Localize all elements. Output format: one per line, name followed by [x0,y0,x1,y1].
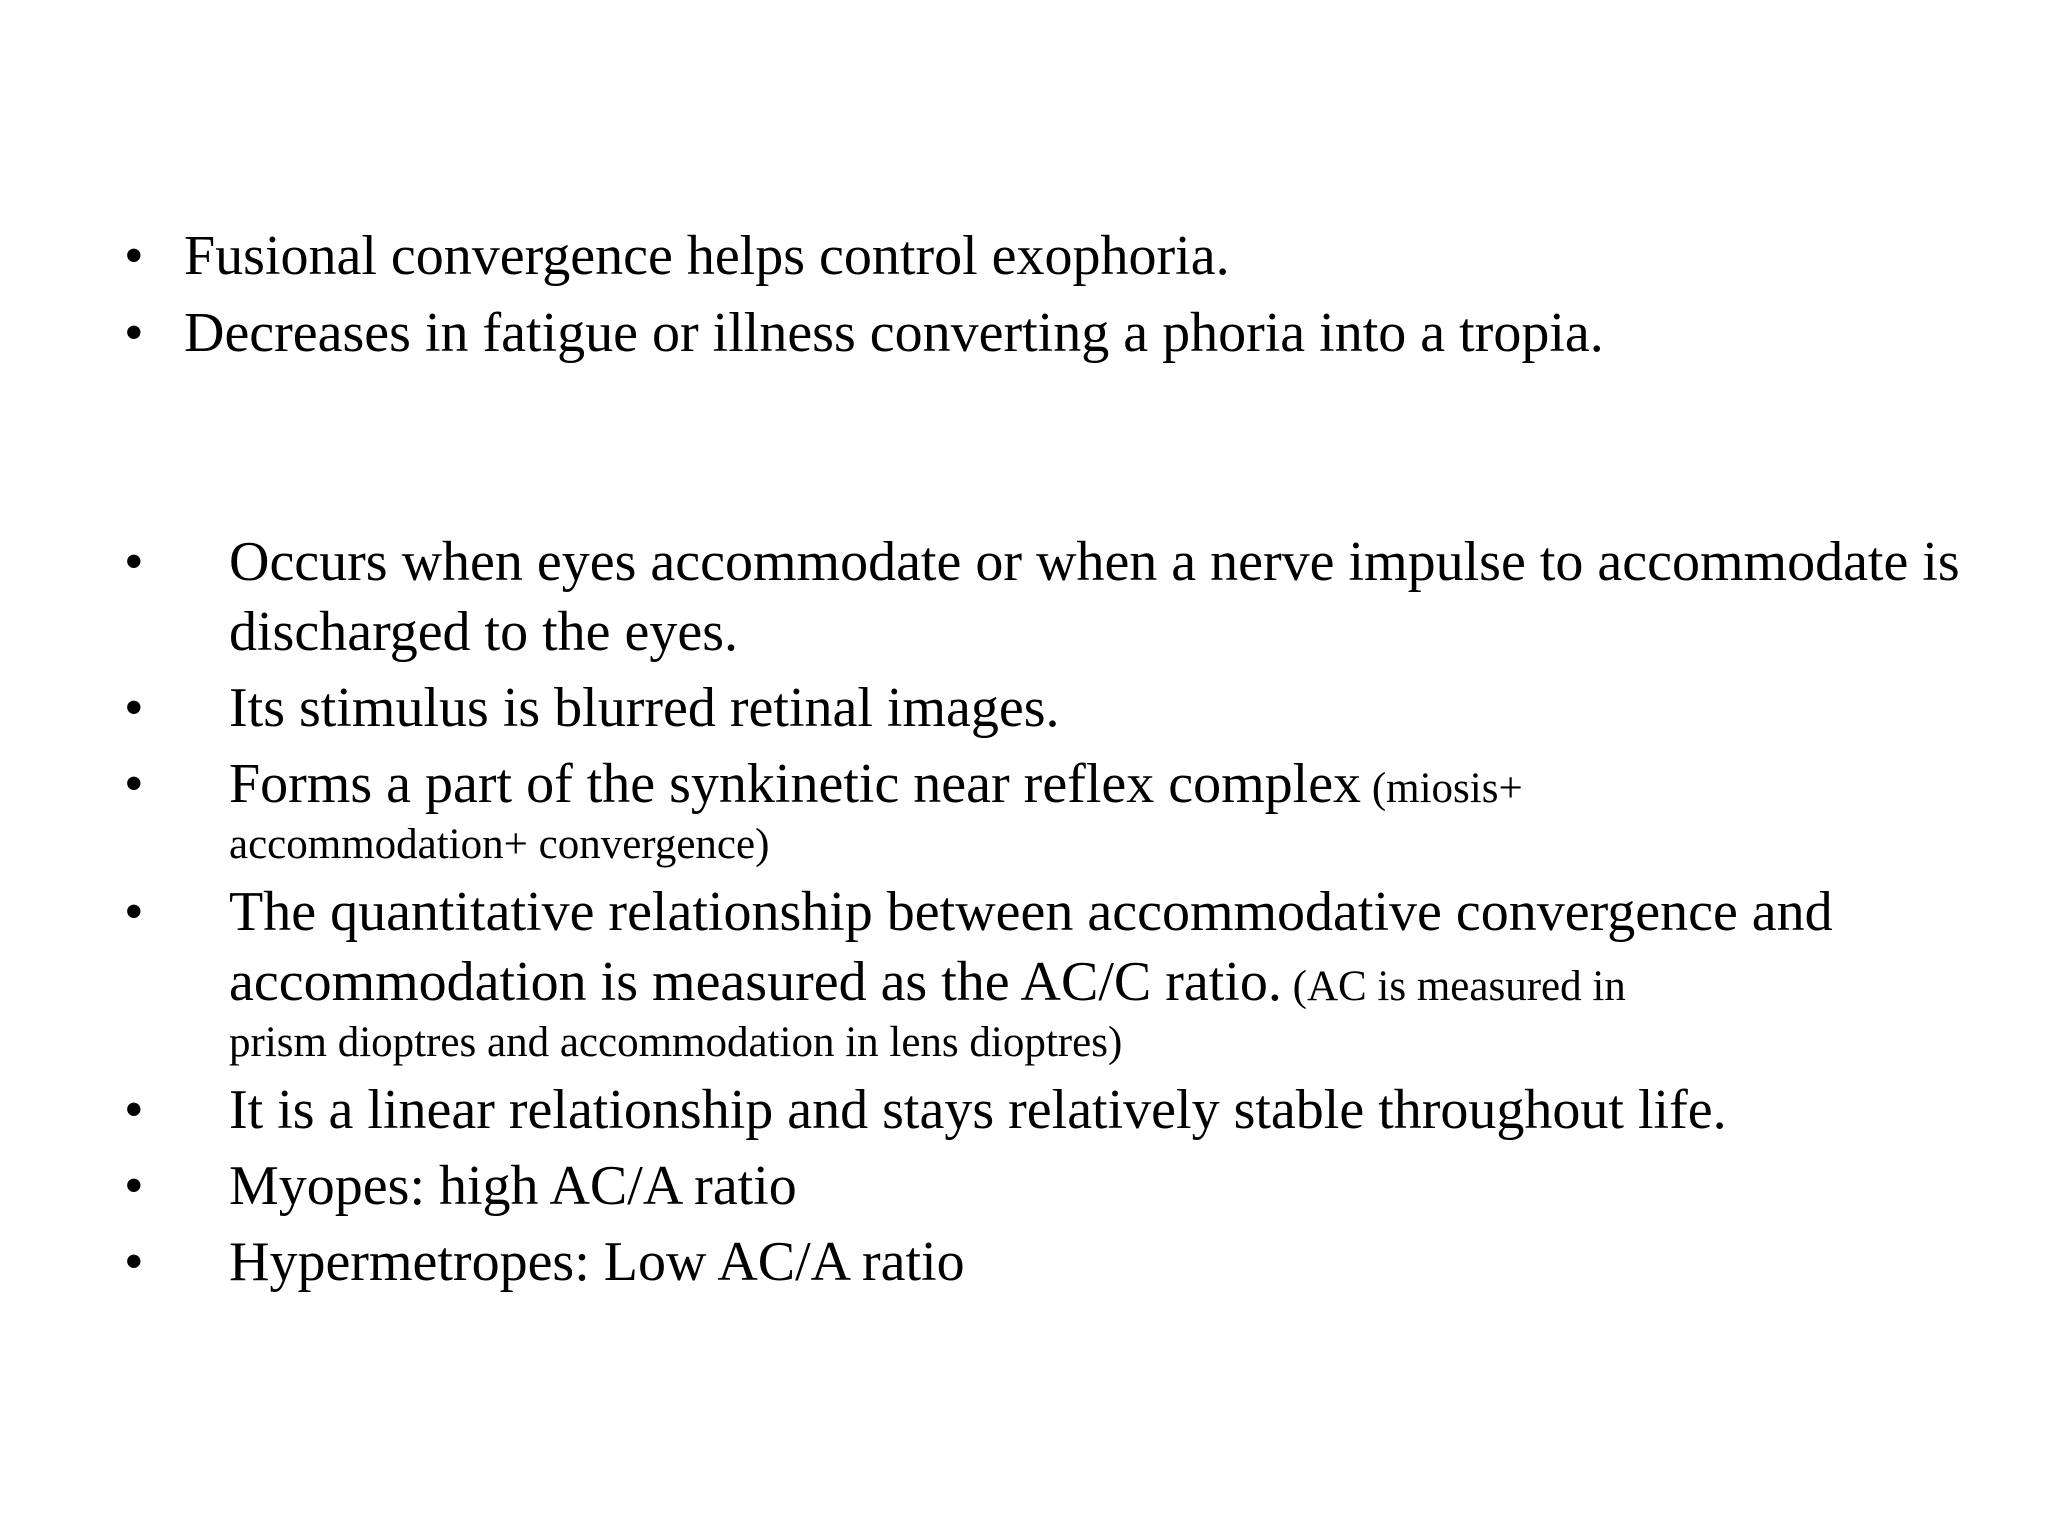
list-item-text: It is a linear relationship and stays relatively stable throughout life. [229,1079,1727,1141]
top-bullet-list [118,218,1968,372]
list-item [118,749,1968,871]
list-item [118,527,1968,667]
list-item [118,295,1968,372]
bullet-icon: • [124,753,144,815]
bullet-icon: • [124,1155,144,1217]
list-item-note: accommodation+ convergence) [229,821,770,868]
list-item-text: Fusional convergence helps control exophoria. [184,225,1230,287]
list-item [118,218,1968,295]
bullet-icon: • [124,881,144,943]
bullet-icon: • [124,302,144,364]
list-item [118,673,1968,743]
list-item-text: Hypermetropes: Low AC/A ratio [229,1231,965,1293]
bullet-icon: • [124,677,144,739]
list-item [118,877,1968,1069]
list-item-note: (AC is measured in [1281,963,1626,1010]
list-item-note: (miosis+ [1361,765,1523,812]
list-item-text: Forms a part of the synkinetic near reflex complex [229,753,1362,815]
list-item-note: prism dioptres and accommodation in lens dioptres) [229,1019,1123,1066]
list-item-text: The quantitative relationship between accommodative convergence and accommodation is measured as the AC/C ratio. [229,881,1833,1013]
list-item-text: Occurs when eyes accommodate or when a nerve impulse to accommodate is discharged to the eyes. [229,531,1960,663]
bullet-icon: • [124,1231,144,1293]
bottom-bullet-list [118,527,1968,1303]
bullet-icon: • [124,1079,144,1141]
list-item [118,1227,1968,1297]
list-item [118,1151,1968,1221]
bullet-icon: • [124,531,144,593]
list-item-text: Decreases in fatigue or illness converting a phoria into a tropia. [184,302,1604,364]
bullet-icon: • [124,225,144,287]
list-item [118,1075,1968,1145]
list-item-text: Myopes: high AC/A ratio [229,1155,797,1217]
list-item-text: Its stimulus is blurred retinal images. [229,677,1060,739]
